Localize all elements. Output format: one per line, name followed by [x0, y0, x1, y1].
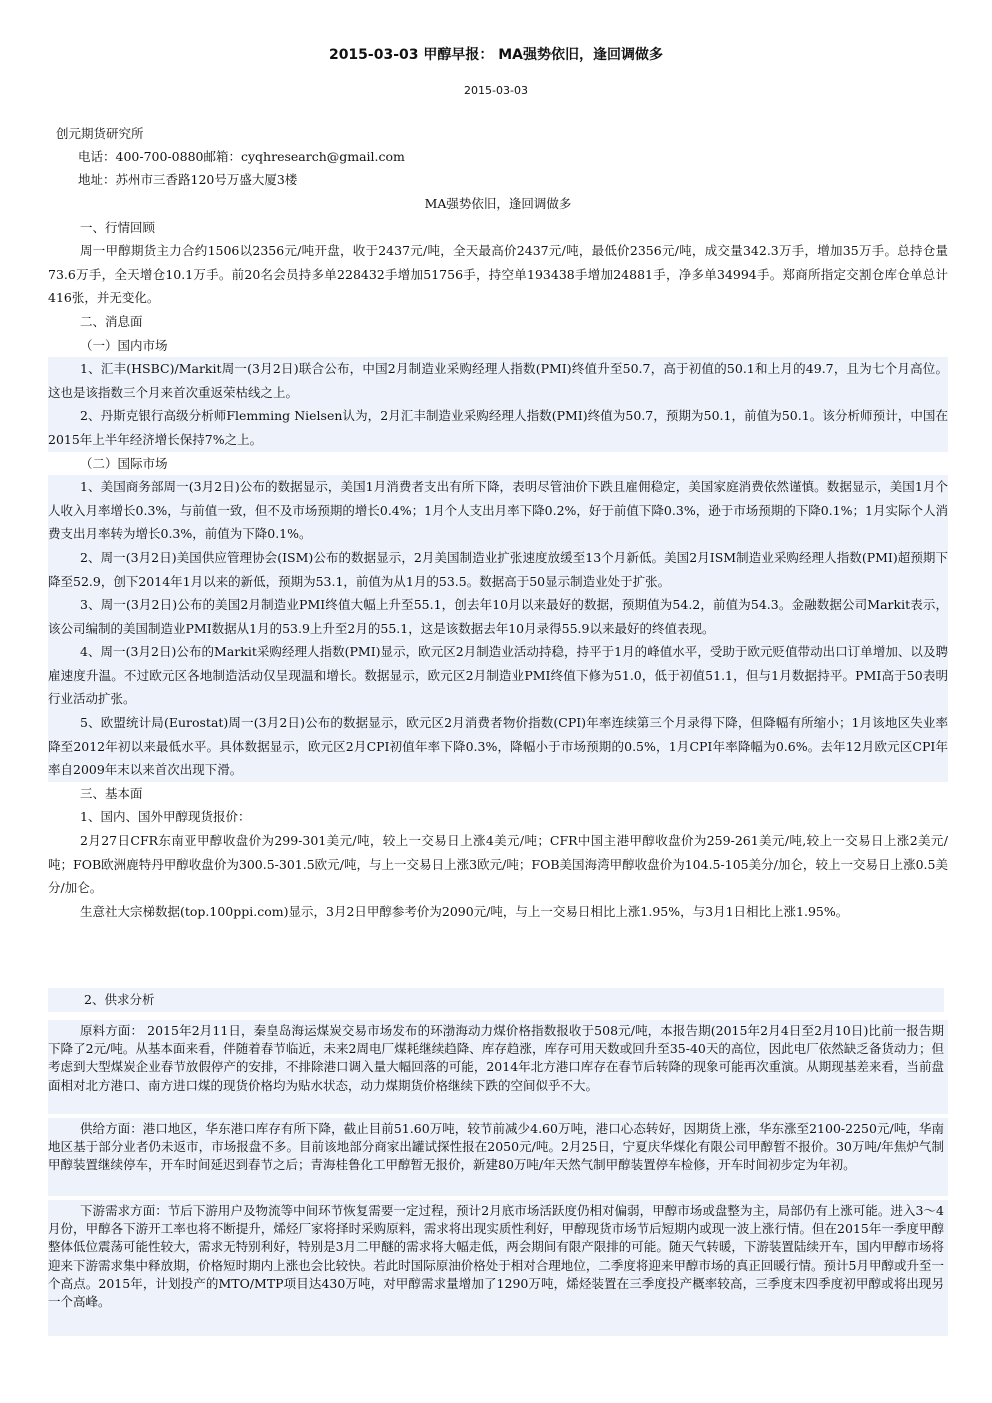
supply-box: [48, 1118, 948, 1196]
paragraph: 4、周一(3月2日)公布的Markit采购经理人指数(PMI)显示，欧元区2月制造业活动持稳，持平于1月的峰值水平，受助于欧元贬值带动出口订单增加、以及聘雇速度升温。不过欧元区各地制造活动仅呈现温和增长。数据显示，欧元区2月制造业PMI终值下修为51.0，低于初值51.1，但与1月数据持平。PMI高于50表明行业活动扩张。: [48, 640, 948, 711]
paragraph: 2月27日CFR东南亚甲醇收盘价为299-301美元/吨，较上一交易日上涨4美元/吨；CFR中国主港甲醇收盘价为259-261美元/吨,较上一交易日上涨2美元/吨；FOB欧洲鹿特丹甲醇收盘价为300.5-301.5欧元/吨，与上一交易日上涨3欧元/吨；FOB美国海湾甲醇收盘价为104.5-105美分/加仑，较上一交易日上涨0.5美分/加仑。: [48, 833, 948, 896]
section-heading: 一、行情回顾: [80, 219, 156, 235]
report-date: 2015-03-03: [464, 84, 528, 97]
section-heading: 二、消息面: [80, 313, 143, 329]
paragraph: 1、汇丰(HSBC)/Markit周一(3月2日)联合公布，中国2月制造业采购经理人指数(PMI)终值升至50.7，高于初值的50.1和上月的49.7，且为七个月高位。这也是该指数三个月来首次重返荣枯线之上。: [48, 357, 948, 404]
paragraph: 原料方面： 2015年2月11日，秦皇岛海运煤炭交易市场发布的环渤海动力煤价格指数报收于508元/吨，本报告期(2015年2月4日至2月10日)比前一报告期下降了2元/吨。从基本面来看，伴随着春节临近，未来2周电厂煤耗继续趋降、库存趋涨，库存可用天数或回升至35-40天的高位，因此电厂依然缺乏备货动力；但考虑到大型煤炭企业春节放假停产的安排，不排除港口调入量大幅回落的可能，2014年北方港口库存在春节后转降的现象可能再次重演。从期现基差来看，当前盘面相对北方港口、南方进口煤的现货价格均为贴水状态，动力煤期货价格继续下跌的空间似乎不大。: [48, 1023, 944, 1093]
org-contact: 电话：400-700-0880邮箱：cyqhresearch@gmail.com: [78, 149, 405, 164]
raw-material-box: [48, 1020, 948, 1114]
subsection-heading: 1、国内、国外甲醇现货报价：: [80, 809, 251, 825]
paragraph: 下游需求方面：节后下游用户及物流等中间环节恢复需要一定过程，预计2月底市场活跃度仍相对偏弱，甲醇市场或盘整为主，局部仍有上涨可能。进入3～4月份，甲醇各下游开工率也将不断提升，烯烃厂家将择时采购原料，需求将出现实质性利好，甲醇现货市场节后短期内或现一波上涨行情。但在2015年一季度甲醇整体低位震荡可能性较大，需求无特别利好，特别是3月二甲醚的需求将大幅走低，两会期间有限产限排的可能。随天气转暖，下游装置陆续开车，国内甲醇市场将迎来下游需求集中释放期，价格短时期内上涨也会比较快。若此时国际原油价格处于相对合理地位，二季度将迎来甲醇市场的真正回暖行情。预计5月甲醇或升至一个高点。2015年，计划投产的MTO/MTP项目达430万吨，对甲醇需求量增加了1290万吨，烯烃装置在三季度投产概率较高，三季度末四季度初甲醇或将出现另一个高峰。: [48, 1203, 944, 1310]
org-address: 地址：苏州市三香路120号万盛大厦3楼: [78, 172, 298, 187]
subsection-heading: （一）国内市场: [80, 337, 168, 353]
paragraph: 生意社大宗梯数据(top.100ppi.com)显示，3月2日甲醇参考价为2090元/吨，与上一交易日相比上涨1.95%，与3月1日相比上涨1.95%。: [80, 903, 849, 919]
paragraph: 2、周一(3月2日)美国供应管理协会(ISM)公布的数据显示，2月美国制造业扩张速度放缓至13个月新低。美国2月ISM制造业采购经理人指数(PMI)超预期下降至52.9，创下2014年1月以来的新低，预期为53.1，前值为从1月的53.5。数据高于50显示制造业处于扩张。: [48, 546, 948, 593]
paragraph: 周一甲醇期货主力合约1506以2356元/吨开盘，收于2437元/吨，全天最高价2437元/吨，最低价2356元/吨，成交量342.3万手，增加35万手。总持仓量73.6万手，全天增仓10.1万手。前20名会员持多单228432手增加51756手，持空单193438手增加24881手，净多单34994手。郑商所指定交割仓库仓单总计416张，并无变化。: [48, 243, 948, 306]
paragraph: 5、欧盟统计局(Eurostat)周一(3月2日)公布的数据显示，欧元区2月消费者物价指数(CPI)年率连续第三个月录得下降，但降幅有所缩小；1月该地区失业率降至2012年初以来最低水平。具体数据显示，欧元区2月CPI初值年率下降0.3%，降幅小于市场预期的0.5%，1月CPI年率降幅为0.6%。去年12月欧元区CPI年率自2009年末以来首次出现下滑。: [48, 711, 948, 782]
subsection-heading: （二）国际市场: [80, 455, 168, 471]
section-heading: 三、基本面: [80, 785, 143, 801]
paragraph: 2、丹斯克银行高级分析师Flemming Nielsen认为，2月汇丰制造业采购经理人指数(PMI)终值为50.7，预期为50.1，前值为50.1。该分析师预计，中国在2015年上半年经济增长保持7%之上。: [48, 404, 948, 451]
demand-box: [48, 1200, 948, 1336]
paragraph: 3、周一(3月2日)公布的美国2月制造业PMI终值大幅上升至55.1，创去年10月以来最好的数据，预期值为54.2，前值为54.3。金融数据公司Markit表示，该公司编制的美国制造业PMI数据从1月的53.9上升至2月的55.1，这是该数据去年10月录得55.9以来最好的终值表现。: [48, 593, 948, 640]
org-name: 创元期货研究所: [56, 126, 144, 141]
body-subtitle: MA强势依旧，逢回调做多: [424, 196, 572, 211]
paragraph: 供给方面：港口地区，华东港口库存有所下降，截止目前51.60万吨，较节前减少4.60万吨，港口心态转好，因期货上涨，华东涨至2100-2250元/吨，华南地区基于部分业者仍未返市，市场报盘不多。目前该地部分商家出罐试探性报在2050元/吨。2月25日，宁夏庆华煤化有限公司甲醇暂不报价。30万吨/年焦炉气制甲醇装置继续停车，开车时间延迟到春节之后；青海桂鲁化工甲醇暂无报价，新建80万吨/年天然气制甲醇装置停车检修，开车时间初步定为年初。: [48, 1121, 944, 1173]
report-body: [48, 192, 948, 923]
paragraph: 1、美国商务部周一(3月2日)公布的数据显示，美国1月消费者支出有所下降，表明尽管油价下跌且雇佣稳定，美国家庭消费依然谨慎。数据显示，美国1月个人收入月率增长0.3%，与前值一致，但不及市场预期的增长0.4%；1月个人支出月率下降0.2%，好于前值下降0.3%，逊于市场预期的下降0.1%；1月实际个人消费支出月率转为增长0.3%，前值为下降0.1%。: [48, 475, 948, 546]
section-heading-box: 2、供求分析: [48, 988, 944, 1012]
report-title: 2015-03-03 甲醇早报： MA强势依旧，逢回调做多: [328, 47, 664, 63]
